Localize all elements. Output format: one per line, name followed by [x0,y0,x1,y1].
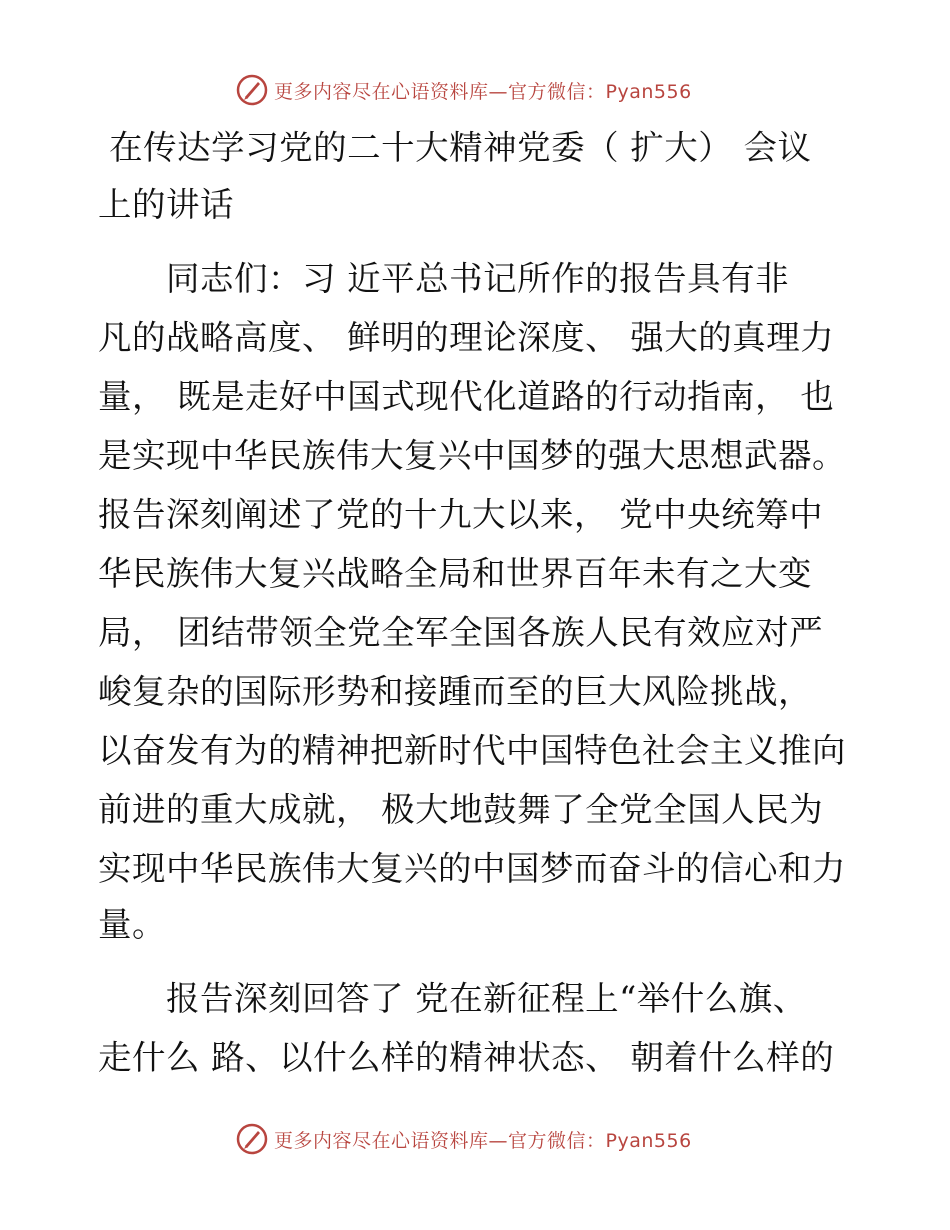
quill-logo-icon [236,74,268,106]
body-line: 报告深刻回答了 党在新征程上“举什么旗、 [98,979,807,1018]
body-line: 量。 [98,905,166,944]
header-watermark [236,73,692,107]
footer-watermark [236,1122,692,1156]
quill-logo-icon [236,1123,268,1155]
watermark-text: 更多内容尽在心语资料库—官方微信：Pyan556 [274,1129,692,1152]
body-line: 同志们：习 近平总书记所作的报告具有非 [98,259,790,298]
body-line: 局， 团结带领全党全军全国各族人民有效应对严 [98,613,824,652]
watermark-text: 更多内容尽在心语资料库—官方微信：Pyan556 [274,80,692,103]
body-line: 以奋发有为的精神把新时代中国特色社会主义推向 [98,731,846,770]
body-line: 前进的重大成就， 极大地鼓舞了全党全国人民为 [98,790,824,829]
body-line: 量， 既是走好中国式现代化道路的行动指南， 也 [98,377,835,416]
document-title-line-2: 上的讲话 [98,185,234,224]
body-line: 凡的战略高度、 鲜明的理论深度、 强大的真理力 [98,318,835,357]
body-line: 华民族伟大复兴战略全局和世界百年未有之大变 [98,554,812,593]
body-line: 走什么 路、以什么样的精神状态、 朝着什么样的 [98,1038,835,1077]
body-line: 峻复杂的国际形势和接踵而至的巨大风险挑战， [98,672,812,711]
body-line: 报告深刻阐述了党的十九大以来， 党中央统筹中 [98,495,824,534]
body-line: 实现中华民族伟大复兴的中国梦而奋斗的信心和力 [98,849,846,888]
body-line: 是实现中华民族伟大复兴中国梦的强大思想武器。 [98,436,846,475]
document-title-line-1: 在传达学习党的二十大精神党委（ 扩大） 会议 [98,128,812,167]
